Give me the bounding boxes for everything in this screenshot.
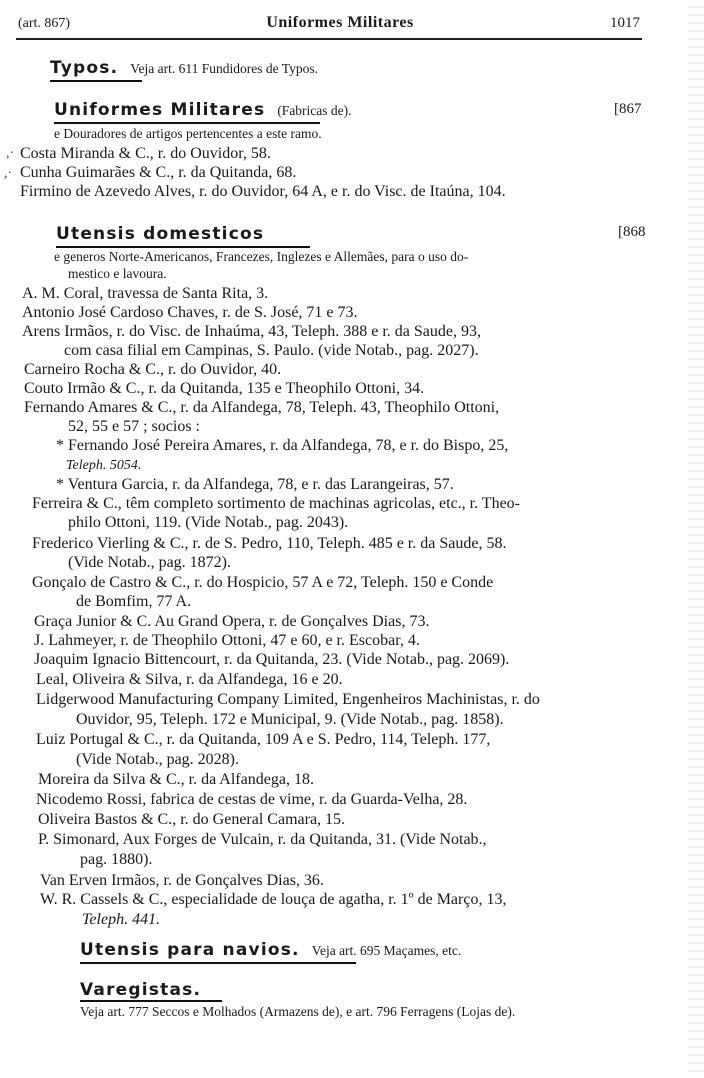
entry-line: Gonçalo de Castro & C., r. do Hospicio, 57 A e 72, Teleph. 150 e Conde	[32, 574, 494, 591]
entry-line: Oliveira Bastos & C., r. do General Camara, 15.	[38, 811, 346, 828]
section-varegistas	[80, 980, 201, 1001]
entry-continuation: 52, 55 e 57 ; socios :	[68, 418, 200, 435]
entry-line: Firmino de Azevedo Alves, r. do Ouvidor, 64 A, e r. do Visc. de Itaúna, 104.	[20, 183, 506, 200]
entry-line: Graça Junior & C. Au Grand Opera, r. de Gonçalves Dias, 73.	[34, 613, 430, 630]
section-utensis-domesticos	[56, 224, 264, 245]
entry-line: Frederico Vierling & C., r. de S. Pedro, 110, Teleph. 485 e r. da Saude, 58.	[32, 535, 507, 552]
margin-mark: ,·	[6, 146, 15, 161]
entry-continuation: Teleph. 441.	[82, 911, 161, 928]
entry-line: Arens Irmãos, r. do Visc. de Inhaúma, 43, Teleph. 388 e r. da Saude, 93,	[22, 323, 482, 340]
partner-line: * Ventura Garcia, r. da Alfandega, 78, e r. das Larangeiras, 57.	[56, 476, 454, 493]
entry-line: Nicodemo Rossi, fabrica de cestas de vime, r. da Guarda-Velha, 28.	[36, 791, 468, 808]
entry-continuation: pag. 1880).	[80, 851, 153, 868]
entry-line: Couto Irmão & C., r. da Quitanda, 135 e Theophilo Ottoni, 34.	[24, 380, 425, 397]
entry-line: Fernando Amares & C., r. da Alfandega, 78, Teleph. 43, Theophilo Ottoni,	[24, 399, 500, 416]
entry-continuation: (Vide Notab., pag. 2028).	[76, 751, 239, 768]
entry-line: Ferreira & C., têm completo sortimento de machinas agricolas, etc., r. Theo-	[32, 495, 520, 512]
section-note-typos: Veja art. 611 Fundidores de Typos.	[130, 61, 318, 76]
entry-line: J. Lahmeyer, r. de Theophilo Ottoni, 47 e 60, e r. Escobar, 4.	[34, 632, 420, 649]
section-uniformes	[54, 100, 352, 121]
section-title-utensis-domesticos: Utensis domesticos	[56, 224, 265, 244]
entry-line: Van Erven Irmãos, r. de Gonçalves Dias, 36.	[40, 872, 324, 889]
article-number-868: [868	[618, 224, 646, 240]
entry-line: Leal, Oliveira & Silva, r. da Alfandega, 16 e 20.	[36, 671, 343, 688]
article-number-867: [867	[614, 101, 642, 117]
entry-continuation: de Bomfim, 77 A.	[76, 593, 192, 610]
entry-continuation: com casa filial em Campinas, S. Paulo. (vide Notab., pag. 2027).	[64, 342, 479, 359]
entry-line: Costa Miranda & C., r. do Ouvidor, 58.	[20, 145, 271, 162]
section-title-utensis-navios: Utensis para navios.	[80, 940, 300, 960]
section-note-utensis-navios: Veja art. 695 Maçames, etc.	[311, 943, 462, 958]
entry-line: Lidgerwood Manufacturing Company Limited, Engenheiros Machinistas, r. do	[36, 691, 540, 708]
entry-line: Joaquim Ignacio Bittencourt, r. da Quitanda, 23. (Vide Notab., pag. 2069).	[34, 651, 510, 668]
partner-line: * Fernando José Pereira Amares, r. da Alfandega, 78, e r. do Bispo, 25,	[56, 437, 509, 454]
section-title-typos: Typos.	[50, 58, 119, 78]
partner-continuation: Teleph. 5054.	[66, 458, 142, 473]
section-typos	[50, 58, 318, 79]
entry-line: Carneiro Rocha & C., r. do Ouvidor, 40.	[24, 361, 282, 378]
article-range: (art. 867)	[18, 16, 71, 31]
section-desc-uniformes: e Douradores de artigos pertencentes a este ramo.	[54, 126, 322, 141]
entry-continuation: (Vide Notab., pag. 1872).	[68, 554, 231, 571]
section-title-varegistas: Varegistas.	[80, 980, 202, 1000]
section-utensis-navios	[80, 940, 461, 961]
section-underline-utensis-navios	[80, 962, 356, 964]
page-heading: Uniformes Militares	[266, 14, 414, 31]
entry-line: Moreira da Silva & C., r. da Alfandega, 18.	[38, 771, 314, 788]
section-underline-typos	[50, 80, 142, 82]
section-desc-line: mestico e lavoura.	[68, 266, 167, 281]
header-rule	[16, 38, 642, 40]
entry-line: Luiz Portugal & C., r. da Quitanda, 109 A e S. Pedro, 114, Teleph. 177,	[36, 731, 491, 748]
entry-line: Antonio José Cardoso Chaves, r. de S. José, 71 e 73.	[22, 304, 358, 321]
running-header	[18, 14, 640, 36]
page-number: 1017	[609, 15, 640, 31]
section-title-uniformes: Uniformes Militares	[54, 100, 266, 120]
entry-line: Cunha Guimarães & C., r. da Quitanda, 68.	[20, 164, 297, 181]
section-note-varegistas: Veja art. 777 Seccos e Molhados (Armazens de), e art. 796 Ferragens (Lojas de).	[80, 1004, 516, 1019]
entry-continuation: philo Ottoni, 119. (Vide Notab., pag. 2043).	[68, 514, 349, 531]
section-desc-line: e generos Norte-Americanos, Francezes, Inglezes e Allemães, para o uso do-	[54, 249, 469, 264]
section-suffix-uniformes: (Fabricas de).	[277, 103, 352, 118]
scan-edge	[688, 0, 704, 1078]
entry-continuation: Ouvidor, 95, Teleph. 172 e Municipal, 9. (Vide Notab., pag. 1858).	[76, 711, 504, 728]
entry-line: P. Simonard, Aux Forges de Vulcain, r. da Quitanda, 31. (Vide Notab.,	[38, 831, 487, 848]
entry-line: A. M. Coral, travessa de Santa Rita, 3.	[22, 285, 269, 302]
entry-line: W. R. Cassels & C., especialidade de louça de agatha, r. 1º de Março, 13,	[40, 891, 507, 908]
margin-mark: ,·	[4, 166, 13, 181]
